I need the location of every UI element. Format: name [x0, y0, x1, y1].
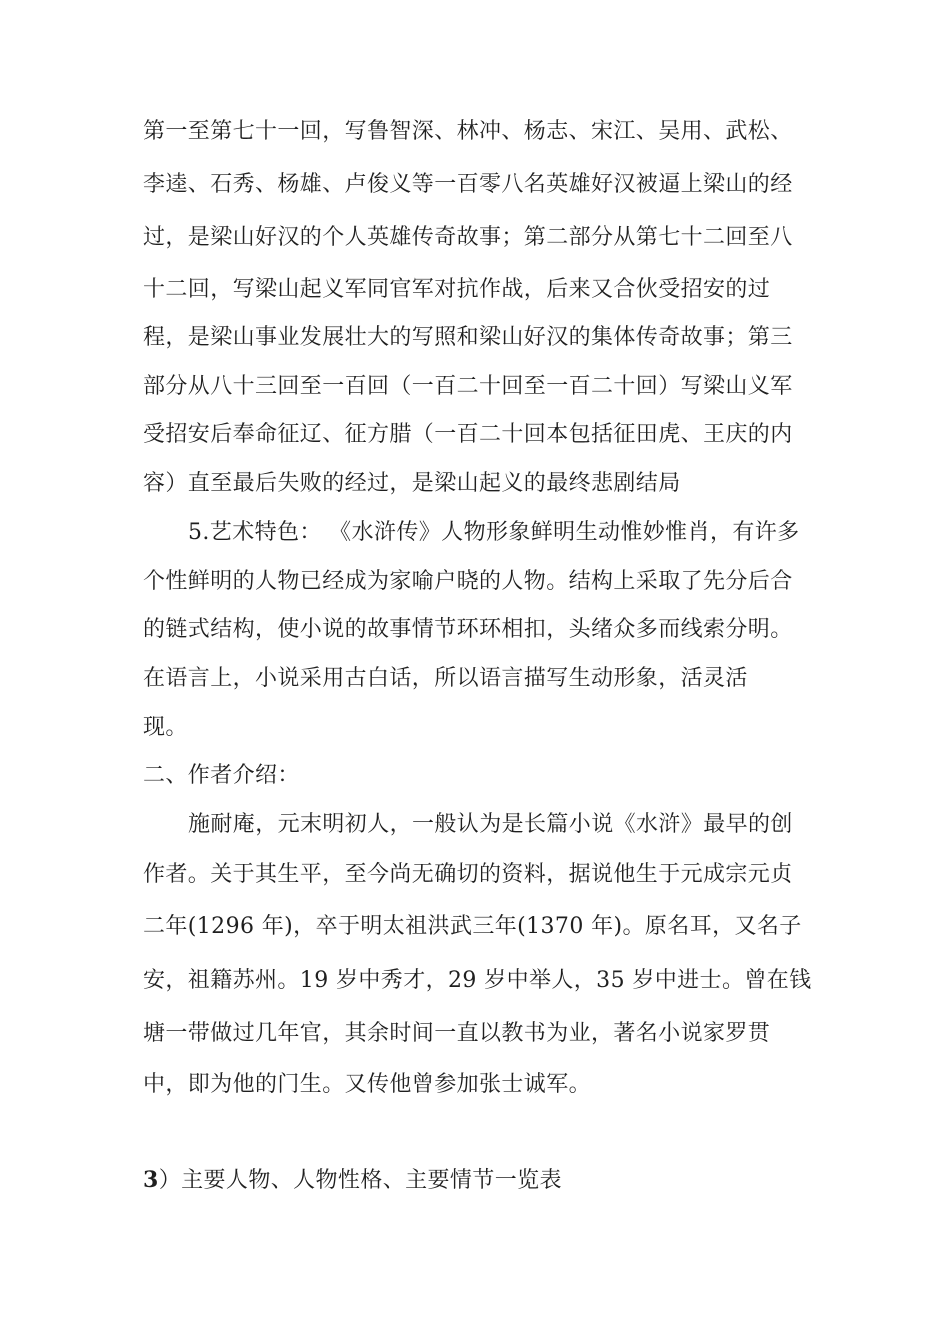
- list-heading: [143, 1165, 562, 1196]
- paragraph-1-line-8: 容）直至最后失败的经过，是梁山起义的最终悲剧结局: [143, 471, 681, 496]
- list-heading-text: ）主要人物、人物性格、主要情节一览表: [158, 1168, 562, 1193]
- paragraph-1-line-2: 李逵、石秀、杨雄、卢俊义等一百零八名英雄好汉被逼上梁山的经: [143, 172, 793, 197]
- paragraph-3-line-1: 施耐庵，元末明初人，一般认为是长篇小说《水浒》最早的创: [188, 812, 793, 837]
- paragraph-3-line-2: 作者。关于其生平，至今尚无确切的资料，据说他生于元成宗元贞: [143, 862, 793, 887]
- paragraph-1-line-3: 过，是梁山好汉的个人英雄传奇故事；第二部分从第七十二回至八: [143, 225, 793, 250]
- paragraph-1-line-1: 第一至第七十一回，写鲁智深、林冲、杨志、宋江、吴用、武松、: [143, 119, 793, 144]
- list-heading-number: 3: [143, 1167, 159, 1193]
- paragraph-3-line-3: 二年(1296 年)，卒于明太祖洪武三年(1370 年)。原名耳，又名子: [143, 914, 802, 939]
- paragraph-1-line-5: 程，是梁山事业发展壮大的写照和梁山好汉的集体传奇故事；第三: [143, 325, 793, 350]
- paragraph-1-line-6: 部分从八十三回至一百回（一百二十回至一百二十回）写梁山义军: [143, 374, 793, 399]
- paragraph-2-line-3: 的链式结构，使小说的故事情节环环相扣，头绪众多而线索分明。: [143, 617, 793, 642]
- paragraph-3-line-6: 中，即为他的门生。又传他曾参加张士诚军。: [143, 1072, 592, 1097]
- paragraph-1-line-7: 受招安后奉命征辽、征方腊（一百二十回本包括征田虎、王庆的内: [143, 422, 793, 447]
- paragraph-2-line-2: 个性鲜明的人物已经成为家喻户晓的人物。结构上采取了先分后合: [143, 569, 793, 594]
- paragraph-2-line-5: 现。: [143, 715, 188, 740]
- paragraph-2-line-1: 5.艺术特色： 《水浒传》人物形象鲜明生动惟妙惟肖，有许多: [188, 520, 800, 545]
- paragraph-2-line-4: 在语言上，小说采用古白话，所以语言描写生动形象，活灵活: [143, 666, 748, 691]
- section-heading-author: 二、作者介绍：: [143, 763, 300, 788]
- paragraph-3-line-5: 塘一带做过几年官，其余时间一直以教书为业，著名小说家罗贯: [143, 1021, 771, 1046]
- paragraph-3-line-4: 安，祖籍苏州。19 岁中秀才，29 岁中举人，35 岁中进士。曾在钱: [143, 968, 812, 993]
- paragraph-1-line-4: 十二回，写梁山起义军同官军对抗作战，后来又合伙受招安的过: [143, 277, 771, 302]
